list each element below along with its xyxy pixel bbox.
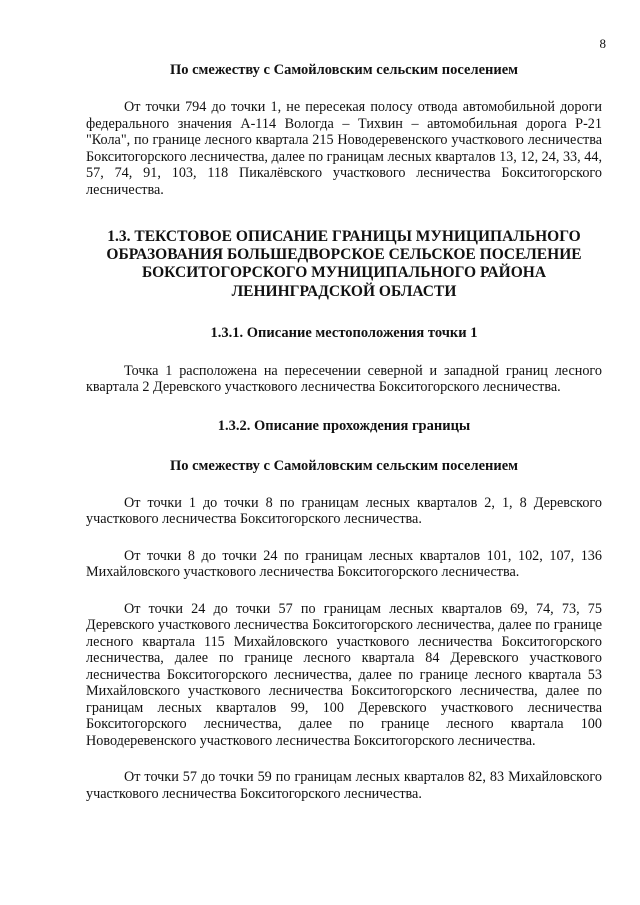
- paragraph-point-1-to-8: От точки 1 до точки 8 по границам лесных кварталов 2, 1, 8 Деревского участкового лесничества Бокситогорского лесничества.: [86, 494, 602, 528]
- paragraph-point-57-to-59: От точки 57 до точки 59 по границам лесных кварталов 82, 83 Михайловского участкового лесничества Бокситогорского лесничества.: [86, 769, 602, 802]
- subheading-adjacency-samoylovskoe-1: По смежеству с Самойловским сельским поселением: [169, 62, 519, 78]
- subheading-1-3-1: 1.3.1. Описание местоположения точки 1: [210, 324, 478, 341]
- paragraph-point-24-to-57: От точки 24 до точки 57 по границам лесных кварталов 69, 74, 73, 75 Деревского участкового лесничества Бокситогорского лесничества, далее по границе лесного квартала 115 Михайловского участкового лесничества Бокситогорского лесничества, далее по границе лесного квартала 84 Деревского участкового лесничества Бокситогорского лесничества, далее по границе лесного квартала 53 Михайловского участкового лесничества Бокситогорского лесничества, далее по границам лесных кварталов 99, 100 Деревского участкового лесничества Бокситогорского лесничества, далее по границе лесного квартала 100 Новодеревенского участкового лесничества Бокситогорского лесничества.: [86, 600, 602, 749]
- paragraph-point-8-to-24: От точки 8 до точки 24 по границам лесных кварталов 101, 102, 107, 136 Михайловского участкового лесничества Бокситогорского лесничества.: [86, 547, 602, 581]
- subheading-adjacency-samoylovskoe-2: По смежеству с Самойловским сельским поселением: [169, 457, 519, 474]
- paragraph-point-1-location: Точка 1 расположена на пересечении северной и западной границ лесного квартала 2 Деревского участкового лесничества Бокситогорского лесничества.: [86, 362, 602, 396]
- paragraph-point-794-to-1: От точки 794 до точки 1, не пересекая полосу отвода автомобильной дороги федерального значения А-114 Вологда – Тихвин – автомобильная дорога Р-21 "Кола", по границе лесного квартала 215 Новодеревенского участкового лесничества Бокситогорского лесничества, далее по границам лесных кварталов 13, 12, 24, 33, 44, 57, 74, 91, 103, 118 Пикалёвского участкового лесничества Бокситогорского лесничества.: [86, 99, 602, 198]
- subheading-1-3-2: 1.3.2. Описание прохождения границы: [217, 417, 471, 434]
- page-number: 8: [599, 36, 606, 51]
- page-content: [86, 62, 602, 802]
- section-heading-1-3: 1.3. ТЕКСТОВОЕ ОПИСАНИЕ ГРАНИЦЫ МУНИЦИПАЛЬНОГО ОБРАЗОВАНИЯ БОЛЬШЕДВОРСКОЕ СЕЛЬСКОЕ ПОСЕЛЕНИЕ БОКСИТОГОРСКОГО МУНИЦИПАЛЬНОГО РАЙОНА ЛЕНИНГРАДСКОЙ ОБЛАСТИ: [106, 228, 582, 300]
